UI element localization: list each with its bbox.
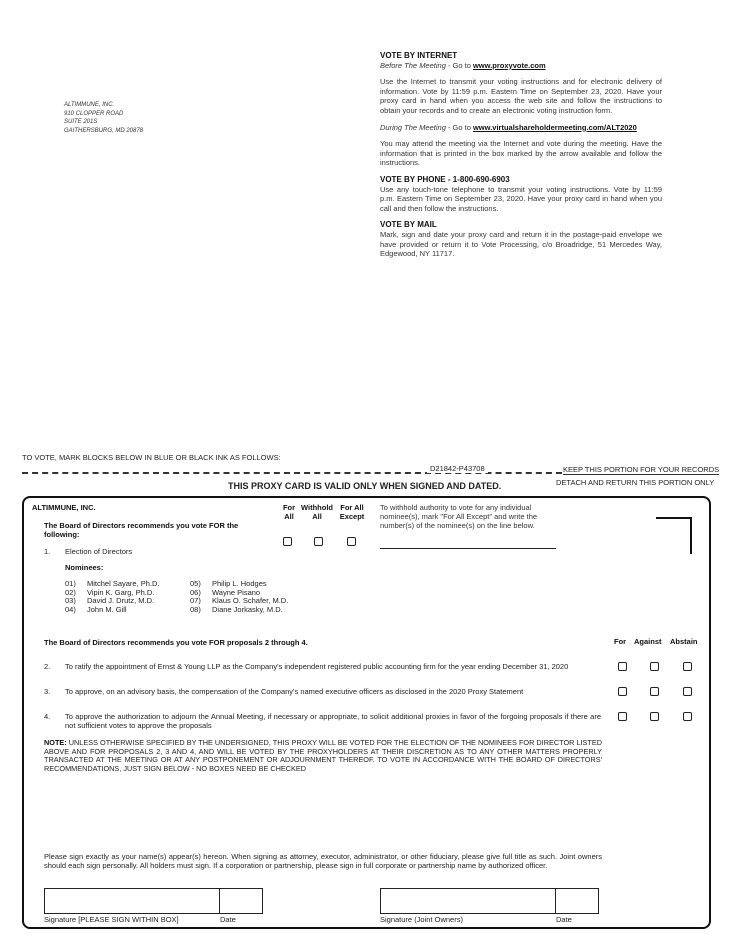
phone-heading: VOTE BY PHONE - 1-800-690-6903 [380,174,510,184]
address-line-1: 910 CLOPPER ROAD [64,110,124,117]
signature-label-1: Signature [PLEASE SIGN WITHIN BOX] [44,915,179,924]
virtual-meeting-link[interactable]: www.virtualshareholdermeeting.com/ALT2020 [472,122,637,132]
proposal-4-for-checkbox[interactable] [618,712,627,721]
keep-portion-label: KEEP THIS PORTION FOR YOUR RECORDS [563,465,720,474]
nominee-07: 07) Klaus O. Schafer, M.D. [190,596,289,606]
arrow-marker-box [656,517,692,554]
for-all-checkbox[interactable] [283,537,292,546]
item-1-number: 1. [44,547,51,556]
nominees-column-1 [65,580,175,614]
detach-portion-label: DETACH AND RETURN THIS PORTION ONLY [556,478,715,487]
card-company: ALTIMMUNE, INC. [32,503,96,512]
proposal-3-for-checkbox[interactable] [618,687,627,696]
company-address [64,101,143,135]
col-for-all-header: For All [282,503,296,521]
sign-instruction: Please sign exactly as your name(s) appear(s) hereon. When signing as attorney, executor, administrator, or other fiduciary, please give full title as such. Joint owners should each sign personally. All holders must sign. If a corporation or partnership, please sign in full corporate or partnership name by authorized officer. [44,852,602,870]
address-line-3: GAITHERSBURG, MD 20878 [64,127,144,134]
nominee-04: 04) John M. Gill [65,604,127,614]
proposal-4-number: 4. [44,712,51,721]
phone-text: Use any touch-tone telephone to transmit your voting instructions. Vote by 11:59 p.m. Eastern Time on September 23, 2020. Have your proxy card in hand when you call and then follow the instructions. [380,184,662,213]
valid-notice: THIS PROXY CARD IS VALID ONLY WHEN SIGNED AND DATED. [228,481,502,491]
nominees-column-2 [190,580,300,614]
proposal-2-number: 2. [44,662,51,671]
proposal-2-abstain-checkbox[interactable] [683,662,692,671]
board-recommendation-1: The Board of Directors recommends you vote FOR the following: [44,521,239,539]
control-code: D21842-P43708 [427,464,488,473]
proposal-2-against-checkbox[interactable] [650,662,659,671]
during-meeting-line: During The Meeting - Go to www.virtualshareholdermeeting.com/ALT2020 [380,122,637,132]
nominee-08: 08) Diane Jorkasky, M.D. [190,604,283,614]
proposal-4-abstain-checkbox[interactable] [683,712,692,721]
proposal-4-text: To approve the authorization to adjourn the Annual Meeting, if necessary or appropriate, to solicit additional proxies in favor of the forgoing proposals if there are not sufficient votes to approve the proposals [65,712,601,730]
withhold-all-checkbox[interactable] [314,537,323,546]
col-withhold-header: Withhold All [300,503,333,521]
internet-text: Use the Internet to transmit your voting instructions and for electronic delivery of information. Vote by 11:59 p.m. Eastern Time on September 23, 2020. Have your proxy card in hand when you access the web site and follow the instructions to obtain your records and to create an electronic voting instruction form. [380,77,662,115]
proposal-3-text: To approve, on an advisory basis, the compensation of the Company's named executive officers as disclosed in the 2020 Proxy Statement [65,687,524,696]
note-text: NOTE: UNLESS OTHERWISE SPECIFIED BY THE UNDERSIGNED, THIS PROXY WILL BE VOTED FOR THE ELECTION OF THE NOMINEES FOR DIRECTOR LISTED ABOVE AND FOR PROPOSALS 2, 3 AND 4, AND WILL BE VOTED BY THE PROXYHOLDERS AT THEIR DISCRETION AS TO ANY OTHER MATTERS PROPERLY TRANSACTED AT THE MEETING OR AT ANY POSTPONEMENT OR ADJOURNMENT THEREOF. TO VOTE IN ACCORDANCE WITH THE BOARD OF DIRECTORS' RECOMMENDATIONS, JUST SIGN BELOW - NO BOXES NEED BE CHECKED [44,738,602,773]
signature-label-2: Signature (Joint Owners) [380,915,463,924]
proposal-3-abstain-checkbox[interactable] [683,687,692,696]
board-recommendation-2: The Board of Directors recommends you vote FOR proposals 2 through 4. [44,638,308,647]
date-label-1: Date [220,915,236,924]
during-text: You may attend the meeting via the Internet and vote during the meeting. Have the information that is printed in the box marked by the arrow available and follow the instructions. [380,139,662,168]
nominee-exception-line[interactable] [380,548,556,549]
address-line-2: SUITE 201S [64,119,98,125]
nominee-06: 06) Wayne Pisano [190,587,261,597]
signature-box-1[interactable] [44,888,220,914]
nominee-01: 01) Mitchel Sayare, Ph.D. [65,579,160,588]
address-name: ALTIMMUNE, INC. [64,102,115,108]
nominee-03: 03) David J. Drutz, M.D. [65,596,155,606]
nominee-02: 02) Vipin K. Garg, Ph.D. [65,587,155,597]
item-1-label: Election of Directors [65,547,133,556]
nominees-heading: Nominees: [65,563,104,572]
nominee-05: 05) Philip L. Hodges [190,579,267,588]
proposal-2-for-checkbox[interactable] [618,662,627,671]
proposal-3-number: 3. [44,687,51,696]
mail-text: Mark, sign and date your proxy card and return it in the postage-paid envelope we have provided or return it to Vote Processing, c/o Broadridge, 51 Mercedes Way, Edgewood, NY 11717. [380,229,662,259]
for-all-except-checkbox[interactable] [347,537,356,546]
col-except-header: For All Except [339,503,365,521]
internet-heading: VOTE BY INTERNET [380,51,458,60]
before-meeting-line: Before The Meeting - Go to www.proxyvote.com [380,60,546,70]
proposal-4-against-checkbox[interactable] [650,712,659,721]
withhold-instruction: To withhold authority to vote for any individual nominee(s), mark "For All Except" and write the number(s) of the nominee(s) on the line below. [380,503,538,530]
col-abstain-header: Abstain [670,637,698,646]
date-label-2: Date [556,915,572,924]
signature-box-2[interactable] [380,888,556,914]
date-box-1[interactable] [219,888,263,914]
voting-instructions [380,51,662,259]
mail-heading: VOTE BY MAIL [380,220,437,230]
proposal-3-against-checkbox[interactable] [650,687,659,696]
date-box-2[interactable] [555,888,599,914]
proxyvote-link[interactable]: www.proxyvote.com [472,60,546,70]
proposal-2-text: To ratify the appointment of Ernst & Young LLP as the Company's independent registered public accounting firm for the year ending December 31, 2020 [65,662,569,671]
mark-instruction: TO VOTE, MARK BLOCKS BELOW IN BLUE OR BLACK INK AS FOLLOWS: [22,453,281,462]
col-for-header: For [614,637,627,646]
col-against-header: Against [634,637,662,646]
